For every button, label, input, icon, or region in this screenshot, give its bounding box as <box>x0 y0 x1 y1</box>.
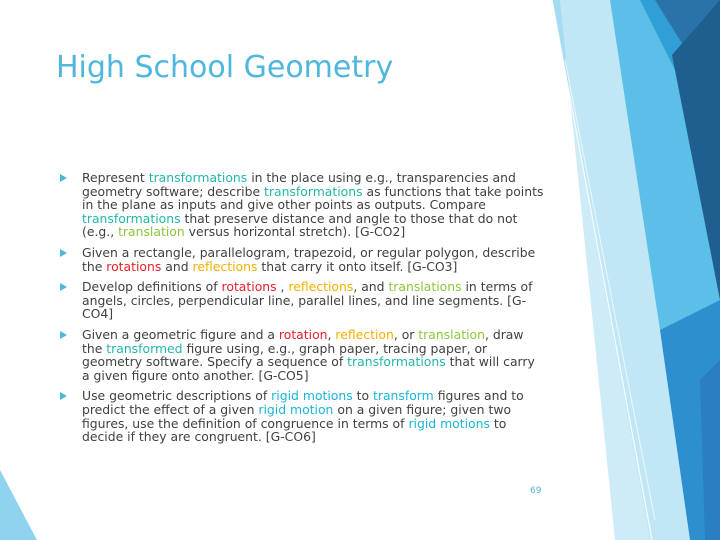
text-run: , draw the <box>82 326 524 356</box>
text-run: as functions that take points in the plane as inputs and give other points as outputs. Compare <box>82 183 544 213</box>
text-run: Develop definitions of <box>82 279 222 295</box>
bullet-arrow-icon <box>60 174 67 182</box>
bullet-text <box>82 388 524 444</box>
keyword-green: translations <box>388 279 462 295</box>
bullet-text <box>82 245 535 274</box>
keyword-orange: reflections <box>192 258 258 274</box>
keyword-orange: reflection <box>335 326 394 342</box>
text-run: figure using, e.g., graph paper, tracing paper, or geometry software. Specify a sequence of <box>82 340 488 370</box>
keyword-green: translation <box>118 224 185 240</box>
keyword-orange: reflections <box>288 279 354 295</box>
bullet-item <box>60 280 544 321</box>
text-run: to decide if they are congruent. [G-CO6] <box>82 415 507 445</box>
keyword-red: rotation <box>278 326 328 342</box>
text-run: Given a rectangle, parallelogram, trapezoid, or regular polygon, describe the <box>82 244 536 274</box>
keyword-blue: rigid motion <box>258 401 334 417</box>
bullet-item <box>60 328 544 382</box>
text-run: and <box>161 258 193 274</box>
bullet-text <box>82 327 535 383</box>
slide-number: 69 <box>530 486 542 496</box>
keyword-teal: transformed <box>106 340 183 356</box>
bullet-arrow-icon <box>60 392 67 400</box>
keyword-blue: transform <box>373 388 434 404</box>
keyword-teal: transformations <box>264 183 363 199</box>
keyword-red: rotations <box>106 258 162 274</box>
text-run: in the place using e.g., transparencies and geometry software; describe <box>82 170 516 199</box>
text-run: on a given figure; given two figures, use the definition of congruence in terms of <box>82 401 512 431</box>
text-run: , or <box>393 326 419 342</box>
bullet-text <box>82 279 532 321</box>
text-run: in terms of angels, circles, perpendicular line, parallel lines, and line segments. [G-CO4] <box>82 279 533 322</box>
keyword-teal: transformations <box>347 354 446 370</box>
text-run: , <box>327 326 336 342</box>
slide-title: High School Geometry <box>56 50 394 85</box>
text-run: versus horizontal stretch). [G-CO2] <box>184 224 406 240</box>
text-run: that will carry a given figure onto another. [G-CO5] <box>82 354 535 383</box>
corner-wedge <box>0 470 37 540</box>
text-run: that preserve distance and angle to those that do not (e.g., <box>82 210 518 240</box>
keyword-blue: rigid motions <box>271 388 353 404</box>
text-run: that carry it onto itself. [G-CO3] <box>257 258 458 274</box>
bullet-arrow-icon <box>60 283 67 291</box>
keyword-blue: rigid motions <box>408 415 490 431</box>
bullet-list <box>60 171 544 451</box>
text-run: to <box>352 388 373 404</box>
bullet-item <box>60 171 544 239</box>
text-run: Use geometric descriptions of <box>82 388 272 404</box>
keyword-green: translation <box>418 326 485 342</box>
keyword-teal: transformations <box>148 170 248 185</box>
keyword-teal: transformations <box>82 210 181 226</box>
text-run: Represent <box>82 170 149 185</box>
text-run: figures and to predict the effect of a given <box>82 388 524 417</box>
bullet-item <box>60 246 544 273</box>
bullet-arrow-icon <box>60 249 67 257</box>
bullet-arrow-icon <box>60 331 67 339</box>
keyword-red: rotations <box>221 279 277 295</box>
bullet-item <box>60 389 544 443</box>
text-run: , and <box>353 279 389 295</box>
text-run: Given a geometric figure and a <box>82 326 279 342</box>
text-run: , <box>276 279 289 295</box>
bullet-text <box>82 170 543 239</box>
